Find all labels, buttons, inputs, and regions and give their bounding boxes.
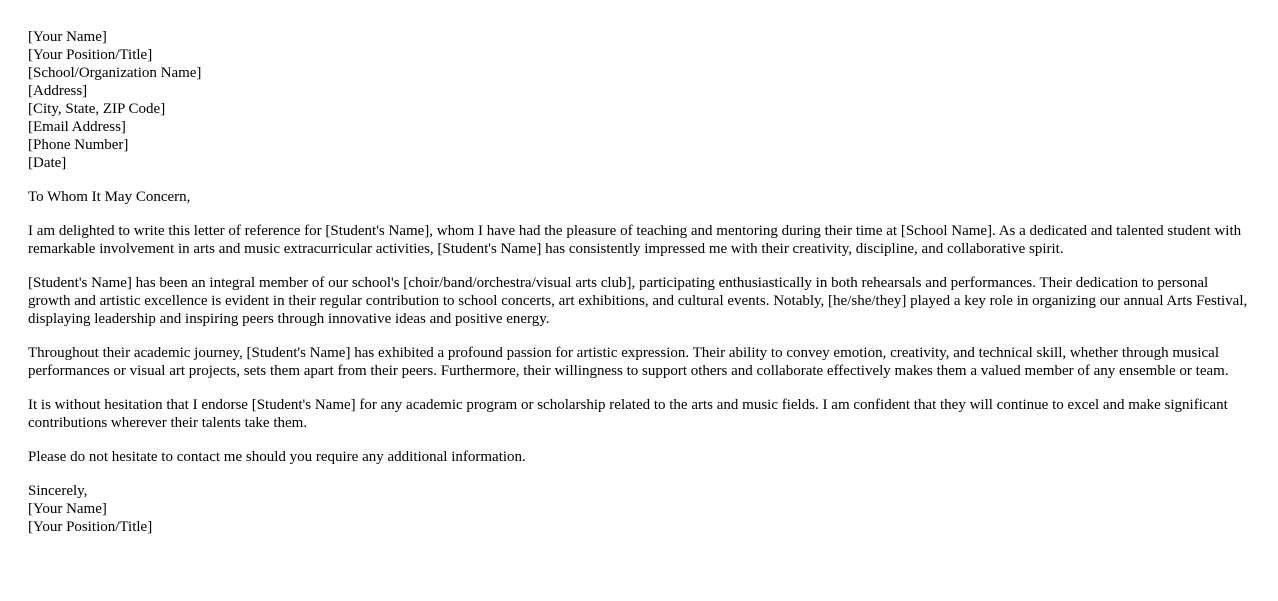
paragraph-involvement: [Student's Name] has been an integral member of our school's [choir/band/orchestra/visual arts club], participating enthusiastically in both rehearsals and performances. Their dedication to personal growth and artistic excellence is evident in their regular contribution to school concerts, art exhibitions, and cultural events. Notably, [he/she/they] played a key role in organizing our annual Arts Festival, displaying leadership and inspiring peers through innovative ideas and positive energy. [28, 275, 1248, 327]
paragraph-contact: Please do not hesitate to contact me should you require any additional information. [28, 449, 526, 465]
paragraph-introduction: I am delighted to write this letter of reference for [Student's Name], whom I have had the pleasure of teaching and mentoring during their time at [School Name]. As a dedicated and talented student with remarkable involvement in arts and music extracurricular activities, [Student's Name] has consistently impressed me with their creativity, discipline, and collaborative spirit. [28, 223, 1242, 257]
paragraph-passion: Throughout their academic journey, [Student's Name] has exhibited a profound passion for artistic expression. Their ability to convey emotion, creativity, and technical skill, whether through musical performances or visual art projects, sets them apart from their peers. Furthermore, their willingness to support others and collaborate effectively makes them a valued member of any ensemble or team. [28, 345, 1229, 379]
sender-organization: [School/Organization Name] [28, 65, 202, 81]
sender-position: [Your Position/Title] [28, 47, 153, 63]
signer-name: [Your Name] [28, 501, 107, 517]
salutation: To Whom It May Concern, [28, 189, 191, 205]
paragraph-endorsement: It is without hesitation that I endorse [Student's Name] for any academic program or scholarship related to the arts and music fields. I am confident that they will continue to excel and make significant contributions wherever their talents take them. [28, 397, 1228, 431]
sender-name: [Your Name] [28, 29, 107, 45]
letter-date: [Date] [28, 155, 67, 171]
signer-title: [Your Position/Title] [28, 519, 153, 535]
sender-header-block [28, 28, 1250, 172]
sender-email: [Email Address] [28, 119, 126, 135]
sender-phone: [Phone Number] [28, 137, 129, 153]
signature-block [28, 482, 1250, 536]
sender-address: [Address] [28, 83, 88, 99]
letter-body [28, 28, 1250, 536]
sender-city-state-zip: [City, State, ZIP Code] [28, 101, 166, 117]
valediction: Sincerely, [28, 483, 88, 499]
